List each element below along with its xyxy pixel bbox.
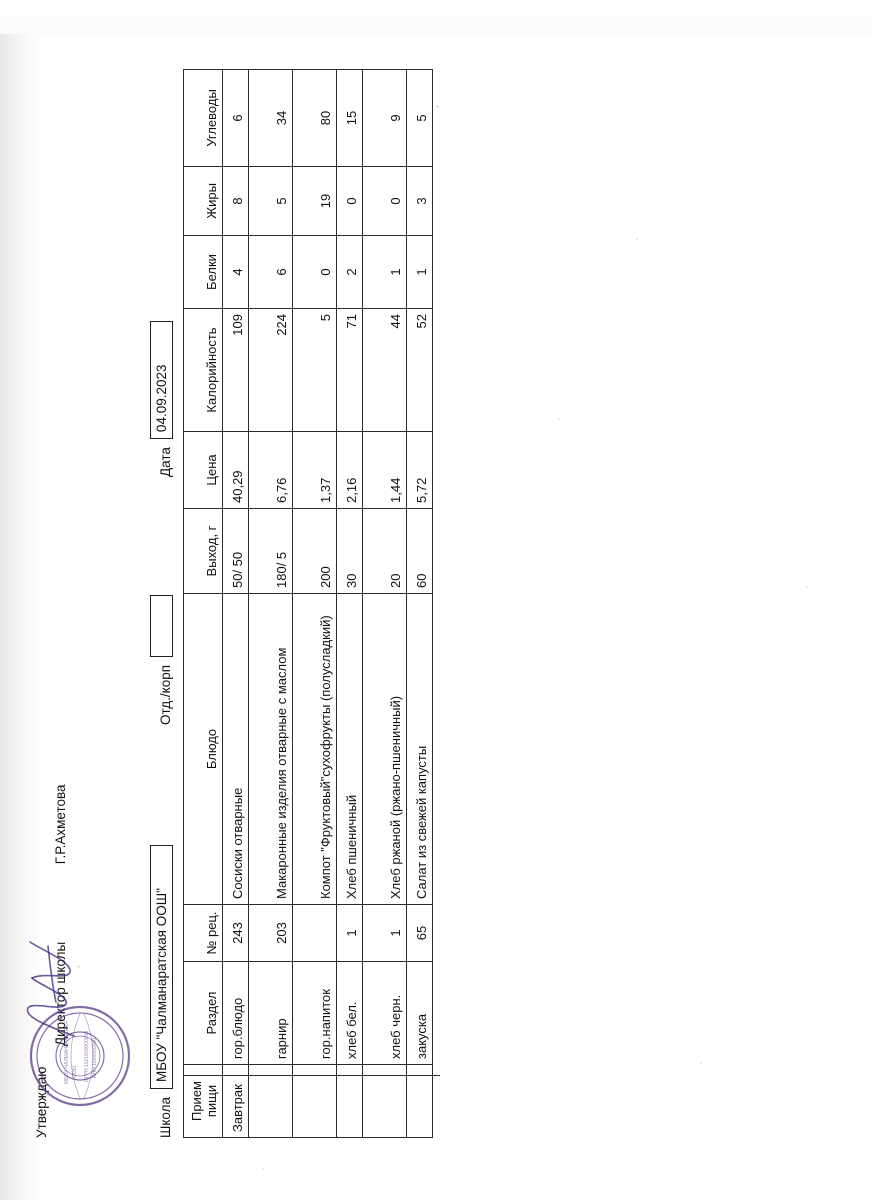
cell-fat: 3 — [407, 167, 433, 236]
cell-fat: 8 — [223, 167, 249, 236]
svg-text:ОГРН 1021600000000: ОГРН 1021600000000 — [84, 1030, 90, 1082]
table-header-row — [184, 70, 223, 1138]
director-title: Директор школы — [53, 941, 68, 1046]
cell-output: 20 — [363, 509, 407, 594]
cell-carbs: 15 — [337, 70, 363, 167]
date-value-field: 04.09.2023 — [150, 321, 173, 439]
cell-dish: Компот "Фруктовый"сухофрукты (полусладкий) — [293, 594, 337, 905]
cell-output: 30 — [337, 509, 363, 594]
cell-carbs: 34 — [249, 70, 293, 167]
cell-fat: 5 — [249, 167, 293, 236]
cell-price: 1,44 — [363, 432, 407, 509]
approval-block — [34, 784, 98, 1138]
cell-dish: Сосиски отварные — [223, 594, 249, 905]
handwritten-signature — [12, 922, 82, 1042]
cell-calories: 44 — [363, 309, 407, 432]
school-name-field: МБОУ "Чалманаратская ООШ" — [150, 845, 173, 1089]
cell-carbs: 9 — [363, 70, 407, 167]
cell-price: 5,72 — [407, 432, 433, 509]
th-price: Цена — [184, 432, 223, 509]
document-header-line — [150, 58, 173, 1138]
cell-section: закуска — [407, 962, 433, 1065]
table-row — [293, 70, 337, 1138]
cell-output: 200 — [293, 509, 337, 594]
th-meal: Прием пищи — [184, 1065, 223, 1138]
cell-protein: 4 — [223, 236, 249, 309]
dept-label: Отд./корп — [158, 664, 173, 725]
cell-section: хлеб бел. — [337, 962, 363, 1065]
cell-recipe-no — [293, 905, 337, 962]
cell-recipe-no: 243 — [223, 905, 249, 962]
cell-fat: 19 — [293, 167, 337, 236]
th-fat: Жиры — [184, 167, 223, 236]
approved-stamp-text: Утверждаю — [34, 1066, 49, 1138]
cell-calories: 224 — [249, 309, 293, 432]
cell-dish: Салат из свежей капусты — [407, 594, 433, 905]
cell-dish: Макаронные изделия отварные с маслом — [249, 594, 293, 905]
table-row — [249, 70, 293, 1138]
cell-carbs: 5 — [407, 70, 433, 167]
school-label: Школа — [158, 1096, 173, 1138]
cell-calories: 52 — [407, 309, 433, 432]
cell-recipe-no: 1 — [363, 905, 407, 962]
date-label: Дата — [158, 447, 173, 477]
menu-document — [150, 58, 433, 1138]
svg-text:МБОУ ЧАЛМАНАРАТСКАЯ: МБОУ ЧАЛМАНАРАТСКАЯ — [64, 1021, 70, 1084]
cell-carbs: 80 — [293, 70, 337, 167]
th-calories: Калорийность — [184, 309, 223, 432]
cell-section: гарнир — [249, 962, 293, 1065]
cell-calories: 71 — [337, 309, 363, 432]
th-protein: Белки — [184, 236, 223, 309]
table-tail-rule — [184, 1075, 440, 1076]
cell-section: гор.блюдо — [223, 962, 249, 1065]
cell-protein: 1 — [407, 236, 433, 309]
cell-price: 1,37 — [293, 432, 337, 509]
dept-value-field — [150, 595, 173, 657]
director-name: Г.Р.Ахметова — [53, 784, 68, 865]
cell-meal: Завтрак — [223, 1065, 249, 1138]
cell-output: 50/ 50 — [223, 509, 249, 594]
cell-fat: 0 — [363, 167, 407, 236]
cell-calories: 5 — [293, 309, 337, 432]
th-section: Раздел — [184, 962, 223, 1065]
table-row — [223, 70, 249, 1138]
cell-protein: 0 — [293, 236, 337, 309]
cell-price: 2,16 — [337, 432, 363, 509]
cell-protein: 6 — [249, 236, 293, 309]
svg-text:ООШ: ООШ — [72, 1065, 78, 1078]
cell-carbs: 6 — [223, 70, 249, 167]
table-row — [337, 70, 363, 1138]
cell-calories: 109 — [223, 309, 249, 432]
cell-output: 180/ 5 — [249, 509, 293, 594]
cell-recipe-no: 1 — [337, 905, 363, 962]
th-dish: Блюдо — [184, 594, 223, 905]
cell-protein: 1 — [363, 236, 407, 309]
cell-dish: Хлеб пшеничный — [337, 594, 363, 905]
cell-price: 40,29 — [223, 432, 249, 509]
cell-fat: 0 — [337, 167, 363, 236]
cell-price: 6,76 — [249, 432, 293, 509]
cell-recipe-no: 65 — [407, 905, 433, 962]
th-recipe-no: № рец. — [184, 905, 223, 962]
th-output: Выход, г — [184, 509, 223, 594]
th-carbs: Углеводы — [184, 70, 223, 167]
cell-dish: Хлеб ржаной (ржано-пшеничный) — [363, 594, 407, 905]
menu-table — [183, 69, 433, 1138]
cell-output: 60 — [407, 509, 433, 594]
cell-section: гор.напиток — [293, 962, 337, 1065]
cell-protein: 2 — [337, 236, 363, 309]
table-row — [407, 70, 433, 1138]
cell-section: хлеб черн. — [363, 962, 407, 1065]
svg-text:ИНН 1600000000: ИНН 1600000000 — [92, 1037, 98, 1078]
cell-recipe-no: 203 — [249, 905, 293, 962]
table-row — [363, 70, 407, 1138]
